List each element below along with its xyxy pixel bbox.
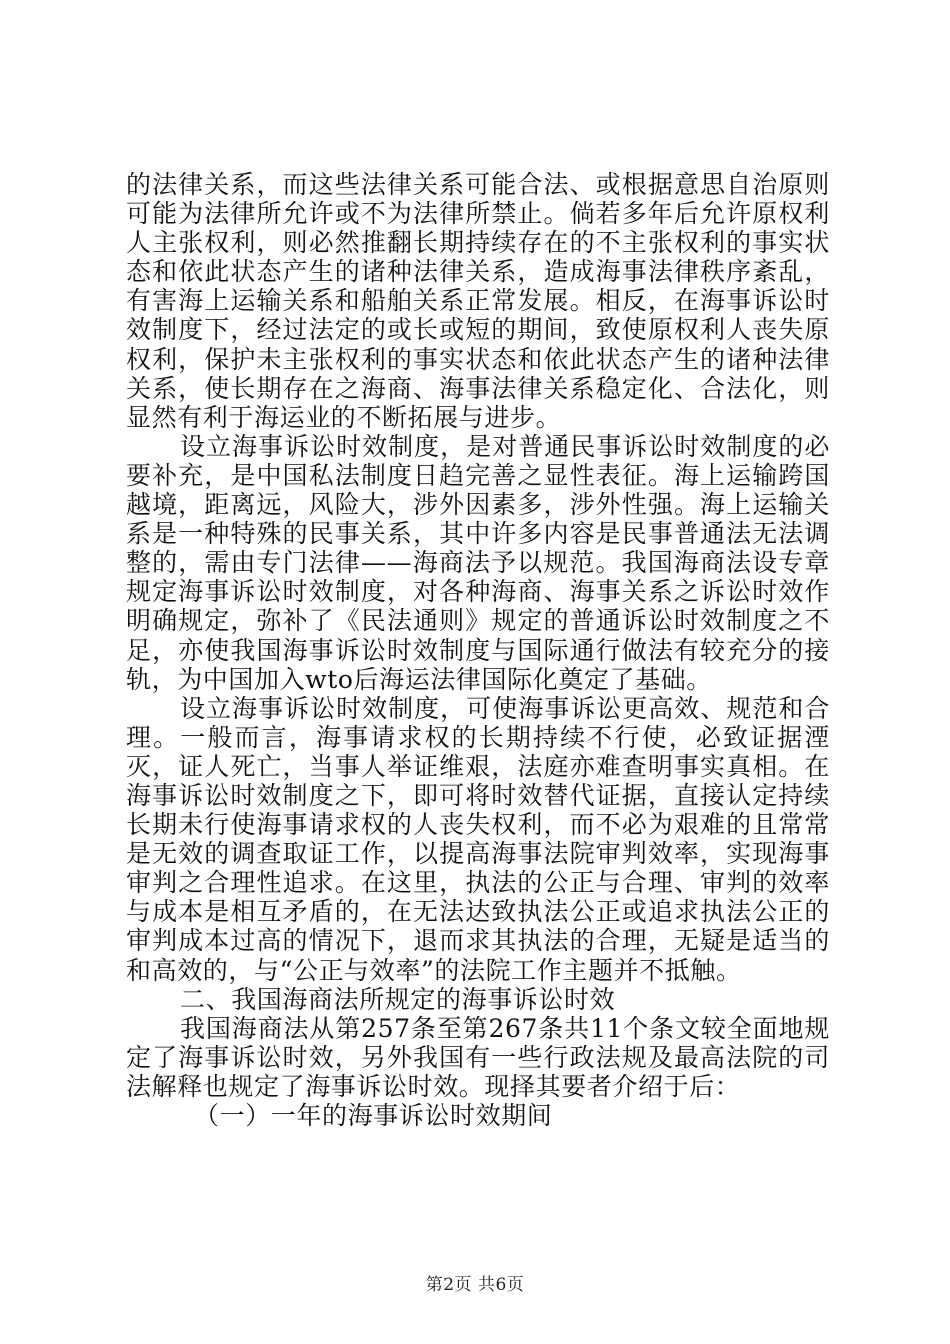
subsection-heading: （一）一年的海事诉讼时效期间 (194, 1101, 553, 1130)
page-number-footer: 第2页 共6页 (425, 1275, 525, 1295)
paragraph-supplement: 设立海事诉讼时效制度，是对普通民事诉讼时效制度的必要补充，是中国私法制度日趋完善之显性表征。海上运输跨国越境，距离远，风险大，涉外因素多，涉外性强。海上运输关系是一种特殊的民事关系，其中许多内容是民事普通法无法调整的，需由专门法律——海商法予以规范。我国海商法设专章规定海事诉讼时效制度，对各种海商、海事关系之诉讼时效作明确规定，弥补了《民法通则》规定的普通诉讼时效制度之不足，亦使我国海事诉讼时效制度与国际通行做法有较充分的接轨，为中国加入wto后海运法律国际化奠定了基础。 (126, 431, 830, 694)
section-heading: 二、我国海商法所规定的海事诉讼时效 (180, 984, 616, 1014)
paragraph-continuation: 的法律关系，而这些法律关系可能合法、或根据意思自治原则可能为法律所允许或不为法律所禁止。倘若多年后允许原权利人主张权利，则必然推翻长期持续存在的不主张权利的事实状态和依此状态产生的诸种法律关系，造成海事法律秩序紊乱，有害海上运输关系和船舶关系正常发展。相反，在海事诉讼时效制度下，经过法定的或长或短的期间，致使原权利人丧失原权利，保护未主张权利的事实状态和依此状态产生的诸种法律关系，使长期存在之海商、海事法律关系稳定化、合法化，则显然有利于海运业的不断拓展与进步。 (126, 170, 830, 432)
document-body (126, 170, 830, 1130)
paragraph-intro: 我国海商法从第257条至第267条共11个条文较全面地规定了海事诉讼时效，另外我国有一些行政法规及最高法院的司法解释也规定了海事诉讼时效。现择其要者介绍于后： (126, 1013, 830, 1101)
paragraph-efficiency: 设立海事诉讼时效制度，可使海事诉讼更高效、规范和合理。一般而言，海事请求权的长期持续不行使，必致证据湮灭，证人死亡，当事人举证维艰，法庭亦难查明事实真相。在海事诉讼时效制度之下，即可将时效替代证据，直接认定持续长期未行使海事请求权的人丧失权利，而不必为艰难的且常常是无效的调查取证工作，以提高海事法院审判效率，实现海事审判之合理性追求。在这里，执法的公正与合理、审判的效率与成本是相互矛盾的，在无法达致执法公正或追求执法公正的审判成本过高的情况下，退而求其执法的合理，无疑是适当的和高效的，与“公正与效率”的法院工作主题并不抵触。 (126, 693, 830, 985)
